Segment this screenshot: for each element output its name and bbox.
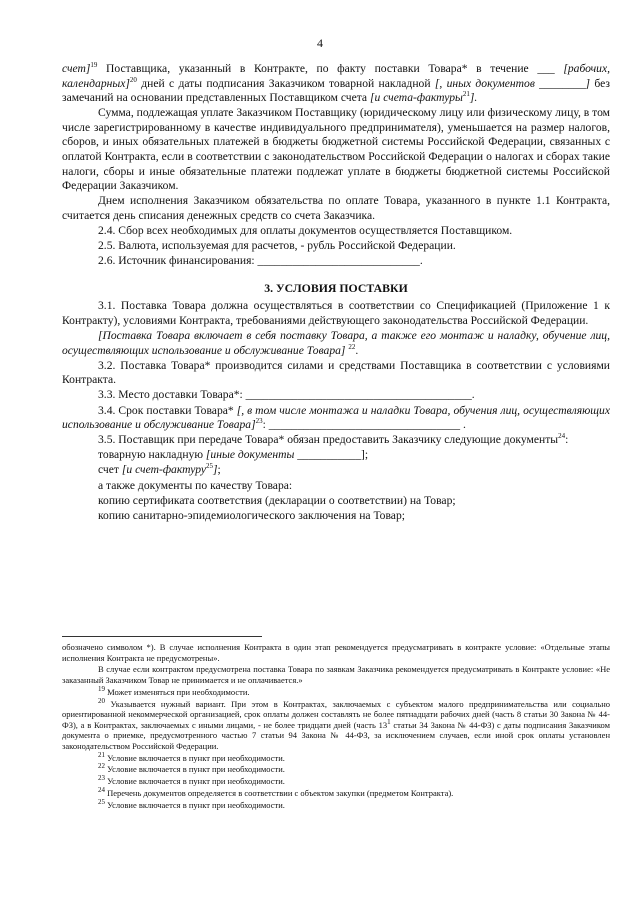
text-run: 2.6. Источник финансирования: ____________________________. bbox=[98, 254, 423, 268]
document-list-item bbox=[62, 494, 610, 509]
footnote-ref: 24 bbox=[98, 786, 105, 795]
paragraph bbox=[62, 433, 610, 448]
document-list-item bbox=[62, 509, 610, 524]
text-run: 2.5. Валюта, используемая для расчетов, - рубль Российской Федерации. bbox=[98, 239, 456, 253]
page-number: 4 bbox=[317, 36, 323, 50]
footnote bbox=[62, 797, 610, 811]
paragraph bbox=[62, 299, 610, 328]
document-list-item bbox=[62, 479, 610, 494]
footnote-ref: 21 bbox=[462, 90, 470, 99]
text-run: ]. bbox=[469, 91, 478, 105]
text-run: Днем исполнения Заказчиком обязательства по оплате Товара, указанного в пункте 1.1 Контракта, считается день списания денежных средств со счета Заказчика. bbox=[62, 194, 610, 222]
section-heading: 3. УСЛОВИЯ ПОСТАВКИ bbox=[264, 280, 408, 295]
text-run: ]; bbox=[361, 448, 369, 462]
text-run: копию санитарно-эпидемиологического заключения на Товар; bbox=[98, 508, 405, 522]
document-list-item bbox=[62, 448, 610, 463]
footnote-ref: 23 bbox=[255, 417, 263, 426]
paragraph bbox=[62, 388, 610, 403]
document-list-item bbox=[62, 463, 610, 478]
text-run: товарную накладную bbox=[98, 448, 206, 462]
footnote bbox=[62, 750, 610, 764]
text-run: Условие включается в пункт при необходимости. bbox=[105, 752, 285, 763]
text-run: ] bbox=[212, 463, 218, 477]
text-run: статьи 34 Закона № 44-ФЗ) с даты подписания Заказчиком документа о приемке, предусмотренного частью 7 статьи 94 Закона № 44-ФЗ, за исключением случаев, если иной срок оплаты установлен законодательством Российской Федерации. bbox=[62, 719, 610, 751]
footnote-ref: 1 bbox=[387, 717, 391, 726]
paragraph bbox=[62, 359, 610, 388]
paragraph bbox=[62, 239, 610, 254]
text-run: счет] bbox=[62, 62, 91, 75]
contract-body bbox=[62, 62, 610, 524]
text-run: [, иных документов ________] bbox=[434, 76, 591, 90]
text-run: [, в том числе монтажа и наладки Товара, обучения лиц, осуществляющих использование и обслуживание Товара] bbox=[62, 403, 610, 432]
text-run: а также документы по качеству Товара: bbox=[98, 478, 293, 492]
text-run: [и счет-фактуру bbox=[121, 463, 206, 477]
text-run: Условие включается в пункт при необходимости. bbox=[105, 764, 285, 775]
text-run: : _________________________________ . bbox=[262, 418, 466, 432]
text-run: ; bbox=[217, 463, 221, 477]
text-run: Может изменяться при необходимости. bbox=[105, 686, 250, 697]
text-run: Сумма, подлежащая уплате Заказчиком Поставщику (юридическому лицу или физическому лицу, в том числе зарегистрированному в качестве индивидуального предпринимателя), уменьшается на размер налогов, сборов, и иных обязательных платежей в бюджеты бюджетной системы Российской Федерации, связанных с оплатой Контракта, если в соответствии с законодательством Российской Федерации о налогах и сборах такие налоги, сборы и иные обязательные платежи подлежат уплате в бюджеты бюджетной системы Российской Федерации Заказчиком. bbox=[62, 106, 610, 193]
footnote bbox=[62, 664, 610, 685]
text-run: В случае если контрактом предусмотрена поставка Товара по заявкам Заказчика рекомендуется предусматривать в Контракте условие: «Не заказанный Заказчиком Товар не принимается и не оплачивается.» bbox=[62, 664, 610, 685]
paragraph bbox=[62, 329, 610, 358]
paragraph bbox=[62, 194, 610, 223]
text-run: [рабочих, календарных] bbox=[62, 62, 610, 90]
text-run: дней с даты подписания Заказчиком товарной накладной bbox=[136, 76, 435, 90]
text-run: 3.4. Срок поставки Товара* bbox=[98, 403, 237, 417]
text-run: 3.2. Поставка Товара* производится силами и средствами Поставщика в соответствии с условиями Контракта. bbox=[62, 358, 610, 387]
text-run: [Поставка Товара включает в себя поставку Товара, а также его монтаж и наладку, обучение лиц, осуществляющих использование и обслуживание Товара] bbox=[62, 329, 610, 357]
footnote-ref: 25 bbox=[205, 462, 213, 471]
paragraph bbox=[62, 404, 610, 433]
text-run: [иные документы ___________ bbox=[205, 448, 362, 462]
footnote-ref: 20 bbox=[98, 696, 105, 705]
text-run: Поставщика, указанный в Контракте, по факту поставки Товара* в течение ___ bbox=[97, 62, 564, 75]
text-run: . bbox=[355, 343, 359, 357]
text-run: Условие включается в пункт при необходимости. bbox=[105, 776, 285, 787]
text-run: копию сертификата соответствия (декларации о соответствии) на Товар; bbox=[98, 493, 456, 507]
text-run: обозначено символом *). В случае исполнения Контракта в один этап рекомендуется предусматривать в контракте условие: «Отдельные этапы исполнения Контракта не предусмотрены». bbox=[62, 642, 610, 663]
text-run: Условие включается в пункт при необходимости. bbox=[105, 799, 285, 810]
text-run: 3.5. Поставщик при передаче Товара* обязан предоставить Заказчику следующие документы bbox=[98, 433, 559, 447]
footnotes bbox=[62, 642, 610, 812]
paragraph bbox=[62, 254, 610, 269]
footnote bbox=[62, 776, 610, 787]
text-run: : bbox=[565, 433, 569, 447]
text-run: без замечаний на основании представленных Поставщиком счета bbox=[62, 76, 610, 105]
text-run: 2.4. Сбор всех необходимых для оплаты документов осуществляется Поставщиком. bbox=[98, 224, 513, 238]
paragraph bbox=[62, 62, 610, 106]
footnote bbox=[62, 684, 610, 698]
footnote bbox=[62, 764, 610, 775]
footnote-ref: 21 bbox=[98, 750, 105, 759]
text-run: Перечень документов определяется в соответствии с объектом закупки (предметом Контракта). bbox=[105, 788, 454, 799]
footnote-ref: 22 bbox=[348, 342, 356, 351]
text-run: 3.1. Поставка Товара должна осуществляться в соответствии со Спецификацией (Приложение 1 к Контракту), условиями Контракта, требованиями действующего законодательства Российской Федерации. bbox=[62, 299, 610, 327]
footnote-ref: 20 bbox=[129, 75, 137, 84]
footnote bbox=[62, 788, 610, 799]
text-run: Указывается нужный вариант. При этом в Контрактах, заключаемых с субъектом малого предпринимательства или социально ориентированной некоммерческой организацией, срок оплаты должен составлять не более пятнадцати рабочих дней (часть 8 статьи 30 Закона № 44-ФЗ), а в Контрактах, заключаемых с иными лицами, - не более тридцати дней (часть 13 bbox=[62, 698, 610, 730]
footnote bbox=[62, 642, 610, 663]
footnote-ref: 24 bbox=[558, 432, 566, 441]
paragraph bbox=[62, 106, 610, 194]
footnote-ref: 25 bbox=[98, 797, 105, 806]
footnote-ref: 23 bbox=[98, 774, 105, 783]
footnote-ref: 19 bbox=[98, 684, 105, 693]
footnote-ref: 22 bbox=[98, 762, 105, 771]
footnote bbox=[62, 696, 610, 752]
footnote-separator bbox=[62, 636, 262, 637]
paragraph bbox=[62, 224, 610, 239]
text-run: счет bbox=[98, 463, 122, 477]
footnote-ref: 19 bbox=[90, 61, 98, 70]
text-run: [и счета-фактуры bbox=[369, 91, 463, 105]
text-run: 3.3. Место доставки Товара*: _______________________________________. bbox=[98, 388, 475, 402]
